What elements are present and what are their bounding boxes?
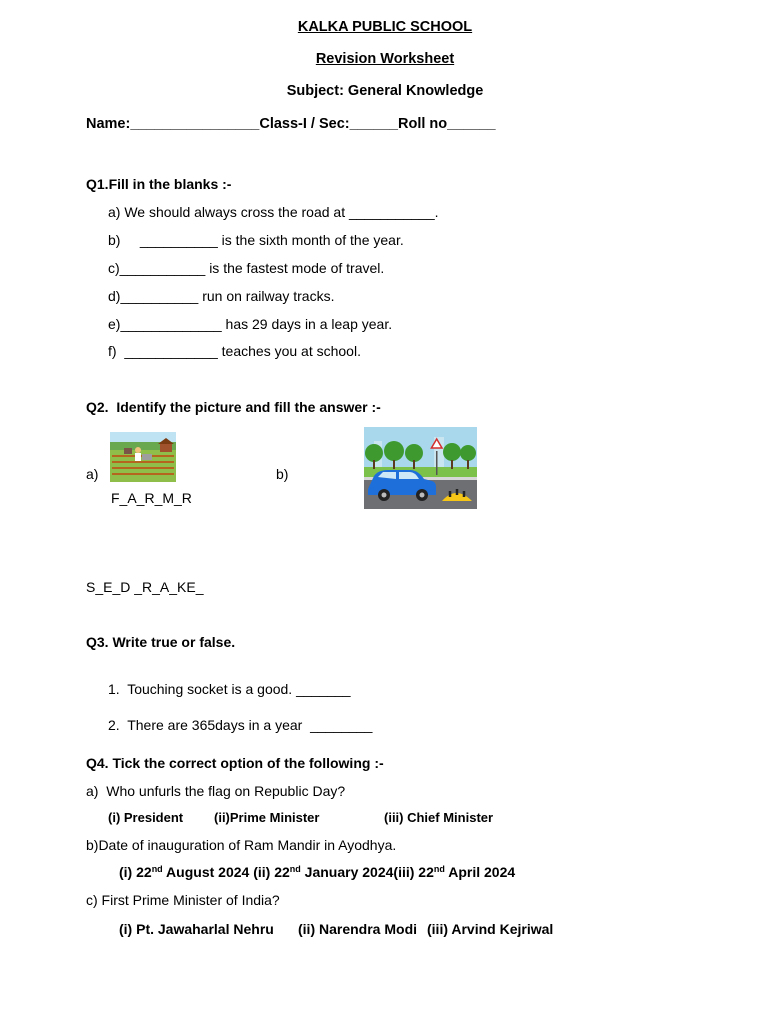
q1-item-c: c)___________ is the fastest mode of travel.: [108, 260, 385, 276]
q2-a-label: a): [86, 466, 99, 482]
q1-item-a: a) We should always cross the road at ___________.: [108, 204, 439, 220]
q4-a-question: a) Who unfurls the flag on Republic Day?: [86, 783, 346, 799]
q4-c-option-1: (i) Pt. Jawaharlal Nehru: [119, 921, 274, 937]
q4-b-opt3-sup: nd: [433, 864, 445, 874]
subject-line: Subject: General Knowledge: [286, 83, 484, 99]
q1-item-e: e)_____________ has 29 days in a leap year.: [108, 316, 393, 332]
q4-b-opt2-pre: (ii) 22: [253, 864, 290, 880]
car-speed-breaker-image: [364, 427, 477, 509]
worksheet-title: Revision Worksheet: [315, 51, 455, 67]
q3-heading: Q3. Write true or false.: [86, 634, 236, 650]
q4-b-opt3-pre: (iii) 22: [393, 864, 434, 880]
farmer-field-image: [110, 432, 176, 482]
q4-b-opt3-post: April 2024: [444, 864, 516, 880]
q1-item-f: f) ____________ teaches you at school.: [108, 343, 361, 359]
q4-b-question: b)Date of inauguration of Ram Mandir in Ayodhya.: [86, 837, 397, 853]
q4-b-options: [119, 864, 515, 880]
q4-c-question: c) First Prime Minister of India?: [86, 892, 280, 908]
q4-b-opt1-pre: (i) 22: [119, 864, 152, 880]
q4-heading: Q4. Tick the correct option of the following :-: [86, 755, 384, 771]
q4-b-opt2-sup: nd: [289, 864, 301, 874]
q2-b-label: b): [276, 466, 289, 482]
q2-b-hint: S_E_D _R_A_KE_: [86, 579, 204, 595]
q3-item-1: 1. Touching socket is a good. _______: [108, 681, 351, 697]
q4-a-option-3: (iii) Chief Minister: [384, 810, 494, 825]
q4-c-option-3: (iii) Arvind Kejriwal: [427, 921, 554, 937]
q4-b-opt1-post: August 2024: [162, 864, 254, 880]
q4-b-opt1-sup: nd: [151, 864, 163, 874]
q1-item-d: d)__________ run on railway tracks.: [108, 288, 335, 304]
q1-heading: Q1.Fill in the blanks :-: [86, 176, 232, 192]
q4-a-option-2: (ii)Prime Minister: [214, 810, 320, 825]
student-info-line: Name:________________Class-I / Sec:______Roll no______: [86, 116, 496, 132]
q4-c-option-2: (ii) Narendra Modi: [298, 921, 418, 937]
q4-a-option-1: (i) President: [108, 810, 184, 825]
q4-b-opt2-post: January 2024: [300, 864, 394, 880]
school-name: KALKA PUBLIC SCHOOL: [297, 19, 473, 35]
q3-item-2: 2. There are 365days in a year ________: [108, 717, 373, 733]
q1-item-b: b) __________ is the sixth month of the year.: [108, 232, 404, 248]
q2-a-hint: F_A_R_M_R: [111, 490, 192, 506]
q2-heading: Q2. Identify the picture and fill the answer :-: [86, 399, 381, 415]
